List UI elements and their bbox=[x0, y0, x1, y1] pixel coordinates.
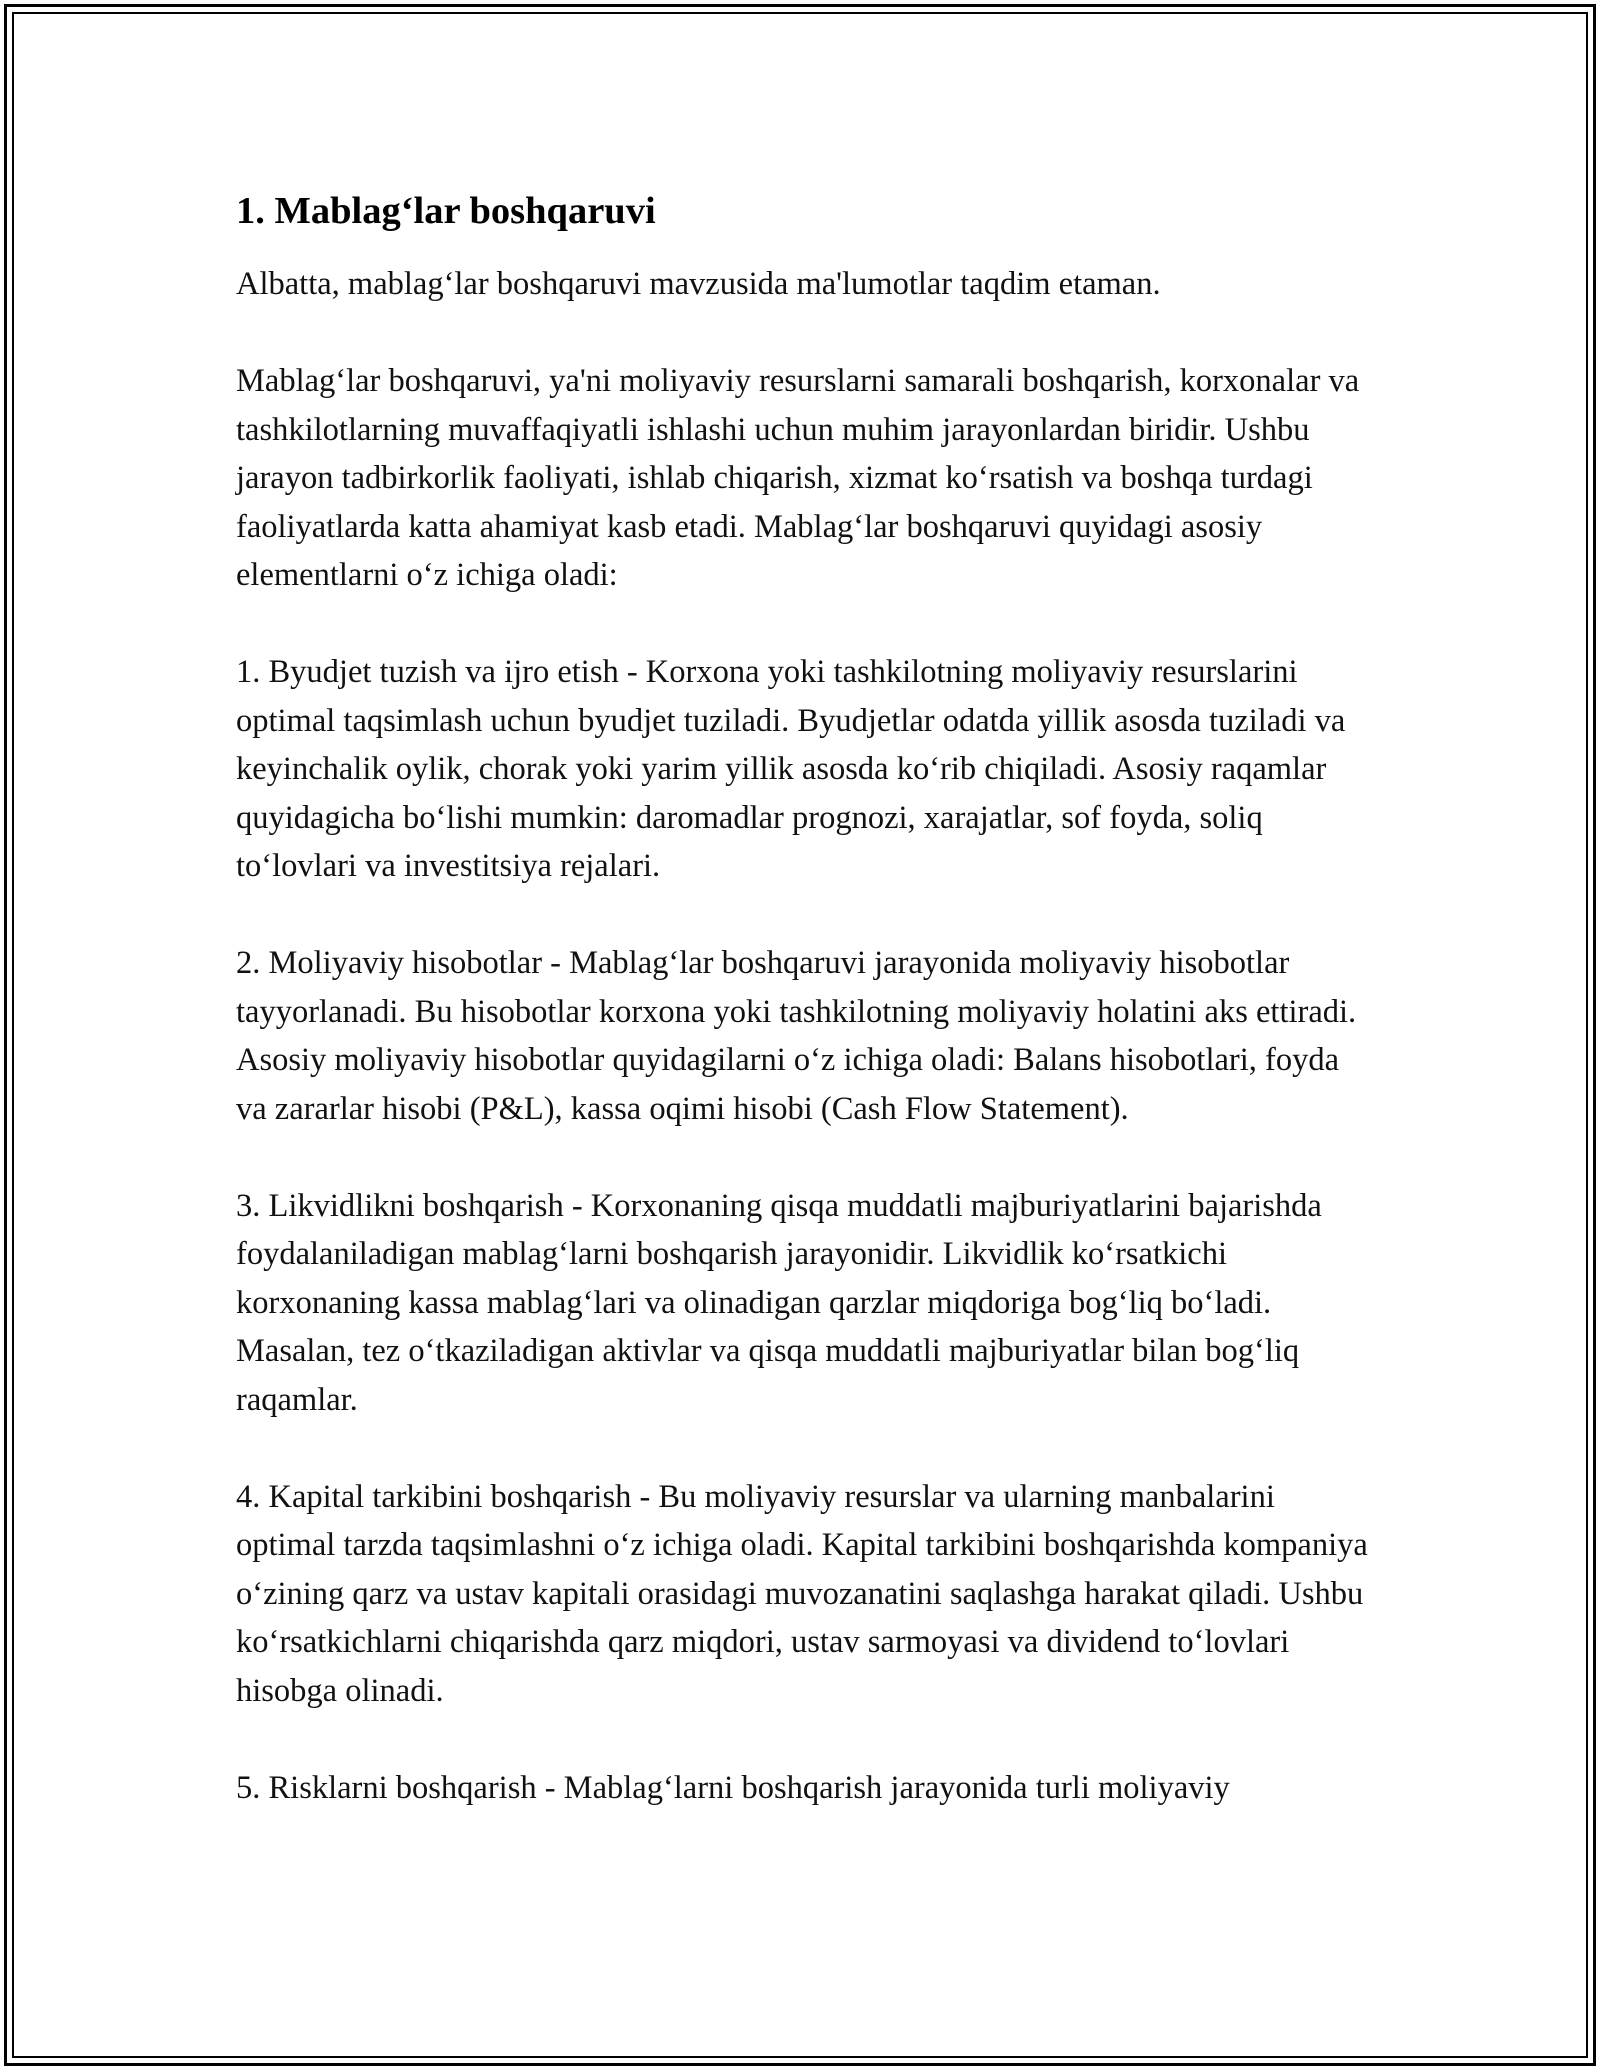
paragraph-risk-management: 5. Risklarni boshqarish - Mablag‘larni boshqarish jarayonida turli moliyaviy bbox=[236, 1769, 1230, 1806]
paragraph-financial-reports: 2. Moliyaviy hisobotlar - Mablag‘lar boshqaruvi jarayonida moliyaviy hisobotlar tayyorlanadi. Bu hisobotlar korxona yoki tashkilotning moliyaviy holatini aks ettiradi. Asosiy moliyaviy hisobotlar quyidagilarni o‘z ichiga oladi: Balans hisobotlari, foyda va zararlar hisobi (P&L), kassa oqimi hisobi (Cash Flow Statement). bbox=[236, 945, 1357, 1127]
paragraph-capital-structure: 4. Kapital tarkibini boshqarish - Bu moliyaviy resurslar va ularning manbalarini optimal tarzda taqsimlashni o‘z ichiga oladi. Kapital tarkibini boshqarishda kompaniya o‘zining qarz va ustav kapitali orasidagi muvozanatini saqlashga harakat qiladi. Ushbu ko‘rsatkichlarni chiqarishda qarz miqdori, ustav sarmoyasi va dividend to‘lovlari hisobga olinadi. bbox=[236, 1478, 1368, 1709]
intro-paragraph: Albatta, mablag‘lar boshqaruvi mavzusida ma'lumotlar taqdim etaman. bbox=[236, 266, 1161, 302]
paragraph-liquidity: 3. Likvidlikni boshqarish - Korxonaning qisqa muddatli majburiyatlarini bajarishda foydalaniladigan mablag‘larni boshqarish jarayonidir. Likvidlik ko‘rsatkichi korxonaning kassa mablag‘lari va olinadigan qarzlar miqdoriga bog‘liq bo‘ladi. Masalan, tez o‘tkaziladigan aktivlar va qisqa muddatli majburiyatlar bilan bog‘liq raqamlar. bbox=[236, 1187, 1322, 1418]
section-heading: 1. Mablag‘lar boshqaruvi bbox=[236, 190, 656, 232]
paragraph-overview: Mablag‘lar boshqaruvi, ya'ni moliyaviy resurslarni samarali boshqarish, korxonalar va tashkilotlarning muvaffaqiyatli ishlashi uchun muhim jarayonlardan biridir. Ushbu jarayon tadbirkorlik faoliyati, ishlab chiqarish, xizmat ko‘rsatish va boshqa turdagi faoliyatlarda katta ahamiyat kasb etadi. Mablag‘lar boshqaruvi quyidagi asosiy elementlarni o‘z ichiga oladi: bbox=[236, 363, 1360, 593]
paragraph-budgeting: 1. Byudjet tuzish va ijro etish - Korxona yoki tashkilotning moliyaviy resurslarini optimal taqsimlash uchun byudjet tuziladi. Byudjetlar odatda yillik asosda tuziladi va keyinchalik oylik, chorak yoki yarim yillik asosda ko‘rib chiqiladi. Asosiy raqamlar quyidagicha bo‘lishi mumkin: daromadlar prognozi, xarajatlar, sof foyda, soliq to‘lovlari va investitsiya rejalari. bbox=[236, 654, 1346, 884]
document-body bbox=[236, 186, 1376, 1812]
